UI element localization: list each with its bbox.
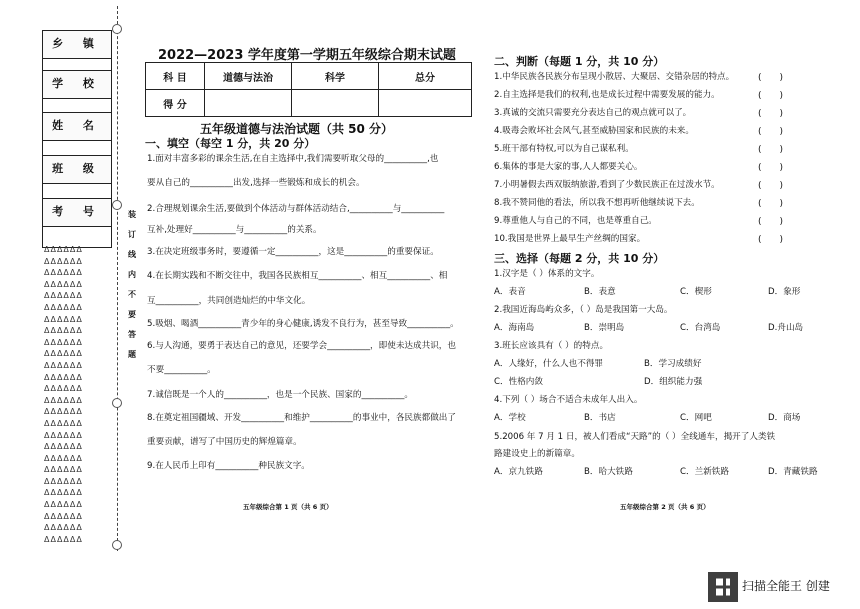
triangle-row: ΔΔΔΔΔΔ [44,349,83,359]
page-footer: 五年级综合第 2 页（共 6 页） [620,503,710,511]
triangle-row: ΔΔΔΔΔΔ [44,500,83,510]
triangle-row: ΔΔΔΔΔΔ [44,314,83,324]
fill-question-line: 互__________，共同创造灿烂的中华文化。 [147,296,311,306]
fill-question-line: 8.在奠定祖国疆域、开发__________和维护__________的事业中，各民族都做出了 [147,413,456,423]
fill-question-line: 9.在人民币上印有__________种民族文字。 [147,461,310,471]
field-exam-no-label: 考 号 [52,205,102,218]
answer-paren[interactable]: ( ) [758,127,784,137]
fill-question-line: 5.吸烟、喝酒__________青少年的身心健康,诱发不良行为，甚至导致__________。 [147,319,459,329]
fill-question-line: 4.在长期实践和不断交往中，我国各民族相互__________、相互__________、相 [147,271,448,281]
triangle-row: ΔΔΔΔΔΔ [44,279,83,289]
choice-option[interactable]: A．海南岛 [494,323,535,333]
binding-note-char: 装 [128,210,136,219]
field-town-label: 乡 镇 [52,37,102,50]
page-footer: 五年级综合第 1 页（共 6 页） [243,503,333,511]
score-header: 道德与法治 [205,63,292,90]
answer-paren[interactable]: ( ) [758,199,784,209]
choice-option[interactable]: D．青藏铁路 [768,467,818,477]
triangle-row: ΔΔΔΔΔΔ [44,511,83,521]
answer-paren[interactable]: ( ) [758,181,784,191]
judge-question: 3.真诚的交流只需要充分表达自己的观点就可以了。 [494,108,692,118]
choice-question: 5.2006 年 7 月 1 日，被人们看成“天路”的（ ）全线通车，揭开了人类铁 [494,432,776,442]
judge-question: 2.自主选择是我们的权利,也是成长过程中需要发展的能力。 [494,90,720,100]
field-name [42,112,112,142]
triangle-row: ΔΔΔΔΔΔ [44,291,83,301]
answer-paren[interactable]: ( ) [758,217,784,227]
binding-note-char: 订 [128,230,136,239]
score-cell[interactable] [379,90,472,117]
score-row-label: 得 分 [146,90,205,117]
choice-option[interactable]: C．楔形 [680,287,712,297]
fill-question-line: 6.与人沟通，要勇于表达自己的意见，还要学会__________，即使未达成共识，也 [147,341,456,351]
choice-option[interactable]: C．台湾岛 [680,323,721,333]
judge-question: 10.我国是世界上最早生产丝绸的国家。 [494,234,646,244]
fill-question-line: 7.诚信既是一个人的__________，也是一个民族、国家的__________。 [147,390,414,400]
binding-line [117,6,118,551]
choice-option[interactable]: B．书店 [584,413,616,423]
triangle-row: ΔΔΔΔΔΔ [44,430,83,440]
score-header: 科 目 [146,63,205,90]
triangle-row: ΔΔΔΔΔΔ [44,395,83,405]
choice-option[interactable]: D．商场 [768,413,801,423]
fill-question-line: 2.合理规划课余生活,要做到个体活动与群体活动结合,__________与__________ [147,204,445,214]
fill-question-line: 3.在决定班级事务时，要遵循一定__________，这是__________的重要保证。 [147,247,439,257]
score-cell[interactable] [292,90,379,117]
triangle-row: ΔΔΔΔΔΔ [44,326,83,336]
choice-question-cont: 路建设史上的新篇章。 [494,449,580,459]
answer-paren[interactable]: ( ) [758,91,784,101]
field-name-label: 姓 名 [52,119,102,132]
answer-paren[interactable]: ( ) [758,73,784,83]
field-exam-no [42,198,112,228]
triangle-pattern [44,244,110,545]
binding-note-char: 答 [128,330,136,339]
fill-question-line: 1.面对丰富多彩的课余生活,在自主选择中,我们需要听取父母的__________,也 [147,154,439,164]
fill-question-line: 不要__________。 [147,365,216,375]
judge-question: 7.小明暑假去西双版纳旅游,看到了少数民族正在过泼水节。 [494,180,720,190]
fill-question-line: 互补,处理好__________与__________的关系。 [147,225,322,235]
binding-hole [112,24,122,34]
judge-question: 8.我不赞同他的看法，所以我不想再听他继续说下去。 [494,198,700,208]
triangle-row: ΔΔΔΔΔΔ [44,534,83,544]
choice-option[interactable]: A．表音 [494,287,526,297]
triangle-row: ΔΔΔΔΔΔ [44,302,83,312]
answer-paren[interactable]: ( ) [758,109,784,119]
triangle-row: ΔΔΔΔΔΔ [44,372,83,382]
section-choice-heading: 三、选择（每题 2 分，共 10 分） [494,252,665,265]
triangle-row: ΔΔΔΔΔΔ [44,418,83,428]
binding-note-char: 内 [128,270,136,279]
choice-option[interactable]: A．京九铁路 [494,467,543,477]
judge-question: 9.尊重他人与自己的不同，也是尊重自己。 [494,216,657,226]
score-header: 总分 [379,63,472,90]
judge-question: 5.班干部有特权,可以为自己谋私利。 [494,144,634,154]
judge-question: 4.吸毒会败坏社会风气,甚至威胁国家和民族的未来。 [494,126,694,136]
section-fill-heading: 一、填空（每空 1 分，共 20 分） [145,137,316,150]
judge-question: 6.集体的事是大家的事,人人都要关心。 [494,162,643,172]
field-school [42,70,112,100]
choice-option[interactable]: D.舟山岛 [768,323,804,333]
choice-question: 3.班长应该具有（ ）的特点。 [494,341,609,351]
choice-option[interactable]: D．象形 [768,287,801,297]
exam-title: 2022—2023 学年度第一学期五年级综合期末试题 [158,48,456,63]
binding-hole [112,540,122,550]
triangle-row: ΔΔΔΔΔΔ [44,268,83,278]
triangle-row: ΔΔΔΔΔΔ [44,476,83,486]
score-header: 科学 [292,63,379,90]
subtitle: 五年级道德与法治试题（共 50 分） [200,122,394,136]
triangle-row: ΔΔΔΔΔΔ [44,523,83,533]
choice-question: 1.汉字是（ ）体系的文字。 [494,269,600,279]
choice-option[interactable]: B．表意 [584,287,616,297]
binding-note-char: 线 [128,250,136,259]
triangle-row: ΔΔΔΔΔΔ [44,245,83,254]
scanner-watermark: 扫描全能王 创建 [742,579,830,593]
choice-option[interactable]: C．网吧 [680,413,712,423]
choice-question: 2.我国近海岛屿众多，（ ）岛是我国第一大岛。 [494,305,673,315]
choice-option[interactable]: C．性格内敛 [494,377,543,387]
binding-hole [112,398,122,408]
qr-code-icon [708,572,738,602]
field-class-label: 班 级 [52,162,102,175]
section-judge-heading: 二、判断（每题 1 分，共 10 分） [494,55,665,68]
triangle-row: ΔΔΔΔΔΔ [44,407,83,417]
field-town [42,30,112,60]
triangle-row: ΔΔΔΔΔΔ [44,256,83,266]
triangle-row: ΔΔΔΔΔΔ [44,488,83,498]
fill-question-line: 重要贡献，谱写了中国历史的辉煌篇章。 [147,437,302,447]
answer-paren[interactable]: ( ) [758,235,784,245]
answer-paren[interactable]: ( ) [758,145,784,155]
binding-note-char: 题 [128,350,136,359]
triangle-row: ΔΔΔΔΔΔ [44,465,83,475]
choice-option[interactable]: B．哈大铁路 [584,467,633,477]
choice-option[interactable]: B．学习成绩好 [644,359,702,369]
field-class [42,155,112,185]
choice-option[interactable]: B．崇明岛 [584,323,625,333]
judge-question: 1.中华民族各民族分布呈现小散居、大聚居、交错杂居的特点。 [494,72,735,82]
score-table [145,62,472,117]
binding-note-char: 不 [128,290,136,299]
triangle-row: ΔΔΔΔΔΔ [44,360,83,370]
triangle-row: ΔΔΔΔΔΔ [44,337,83,347]
answer-paren[interactable]: ( ) [758,163,784,173]
choice-option[interactable]: D．组织能力强 [644,377,703,387]
triangle-row: ΔΔΔΔΔΔ [44,384,83,394]
choice-option[interactable]: A．学校 [494,413,526,423]
binding-note [126,205,138,365]
choice-option[interactable]: A．人缘好，什么人也不得罪 [494,359,604,369]
field-school-label: 学 校 [52,77,102,90]
score-cell[interactable] [205,90,292,117]
triangle-row: ΔΔΔΔΔΔ [44,442,83,452]
binding-note-char: 要 [128,310,136,319]
choice-option[interactable]: C．兰新铁路 [680,467,729,477]
binding-hole [112,200,122,210]
fill-question-line: 要从自己的__________出发,选择一些锻炼和成长的机会。 [147,178,365,188]
choice-question: 4.下列（ ）场合不适合未成年人出入。 [494,395,643,405]
triangle-row: ΔΔΔΔΔΔ [44,453,83,463]
